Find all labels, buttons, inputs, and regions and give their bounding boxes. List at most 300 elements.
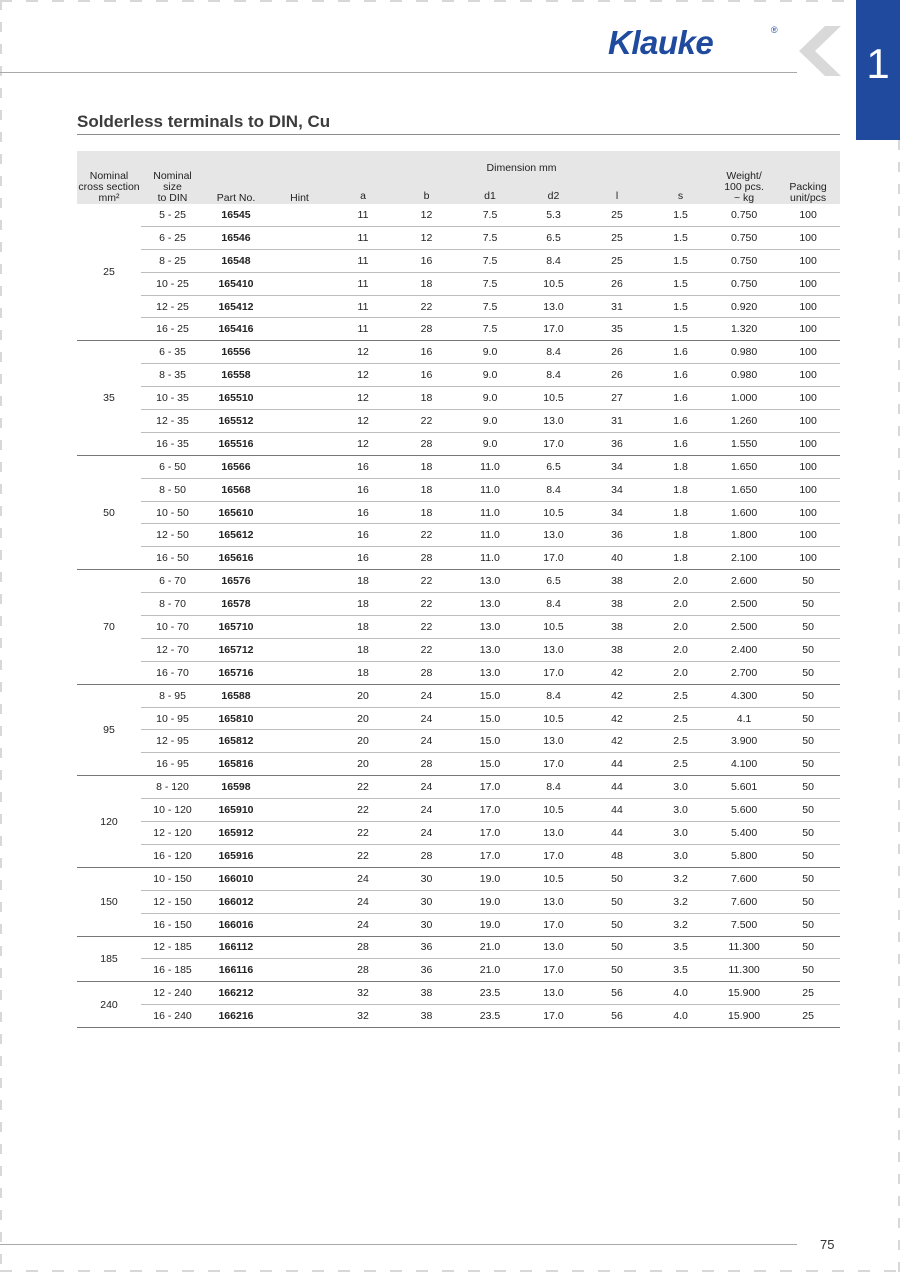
cell-part-no: 16576 (204, 570, 268, 593)
table-row (77, 524, 840, 547)
cell-b: 16 (395, 341, 458, 364)
cell-l: 38 (585, 570, 649, 593)
cell-b: 36 (395, 959, 458, 982)
table-row (77, 593, 840, 616)
cell-b: 24 (395, 730, 458, 753)
cell-s: 1.5 (649, 204, 712, 226)
cell-s: 1.8 (649, 478, 712, 501)
cell-weight: 1.650 (712, 478, 776, 501)
cell-s: 1.6 (649, 410, 712, 433)
cell-size: 8 - 50 (141, 478, 204, 501)
cell-weight: 1.600 (712, 501, 776, 524)
col-part-no: Part No. (204, 151, 268, 204)
cell-d1: 11.0 (458, 547, 522, 570)
section-tab-number: 1 (866, 40, 890, 87)
cell-s: 1.5 (649, 318, 712, 341)
cell-b: 38 (395, 982, 458, 1005)
cell-s: 4.0 (649, 1005, 712, 1028)
cell-cross-section: 50 (77, 455, 141, 569)
cell-packing: 100 (776, 455, 840, 478)
cell-size: 12 - 185 (141, 936, 204, 959)
cell-weight: 2.500 (712, 616, 776, 639)
cell-s: 2.0 (649, 616, 712, 639)
cell-a: 24 (331, 890, 395, 913)
cell-part-no: 165612 (204, 524, 268, 547)
cell-d1: 9.0 (458, 432, 522, 455)
cell-a: 22 (331, 776, 395, 799)
cell-s: 3.0 (649, 822, 712, 845)
table-row (77, 936, 840, 959)
cell-packing: 50 (776, 844, 840, 867)
table-row (77, 204, 840, 226)
cell-d1: 7.5 (458, 226, 522, 249)
cell-part-no: 165412 (204, 295, 268, 318)
cell-l: 50 (585, 936, 649, 959)
cell-packing: 50 (776, 799, 840, 822)
table-row (77, 432, 840, 455)
cell-weight: 0.980 (712, 364, 776, 387)
cell-a: 28 (331, 959, 395, 982)
cell-a: 22 (331, 799, 395, 822)
cell-d1: 11.0 (458, 501, 522, 524)
cell-b: 28 (395, 432, 458, 455)
cell-packing: 50 (776, 936, 840, 959)
table-row (77, 341, 840, 364)
cell-s: 2.5 (649, 684, 712, 707)
cell-d1: 21.0 (458, 936, 522, 959)
cell-s: 3.0 (649, 844, 712, 867)
cell-part-no: 166010 (204, 867, 268, 890)
cell-packing: 25 (776, 982, 840, 1005)
cell-d1: 19.0 (458, 867, 522, 890)
cell-part-no: 16568 (204, 478, 268, 501)
cell-s: 1.8 (649, 547, 712, 570)
cell-d2: 5.3 (522, 204, 585, 226)
cell-a: 20 (331, 707, 395, 730)
cell-packing: 50 (776, 593, 840, 616)
table-row (77, 707, 840, 730)
cell-b: 22 (395, 593, 458, 616)
cell-weight: 1.650 (712, 455, 776, 478)
cell-size: 16 - 50 (141, 547, 204, 570)
cell-weight: 2.500 (712, 593, 776, 616)
cell-weight: 11.300 (712, 936, 776, 959)
footer-rule (0, 1244, 797, 1245)
cell-s: 3.5 (649, 936, 712, 959)
cell-s: 3.2 (649, 913, 712, 936)
cell-l: 25 (585, 226, 649, 249)
cell-s: 1.6 (649, 341, 712, 364)
cell-d2: 10.5 (522, 501, 585, 524)
logo-registered-mark: ® (771, 25, 778, 35)
cell-l: 44 (585, 799, 649, 822)
cell-a: 11 (331, 226, 395, 249)
cell-part-no: 165712 (204, 638, 268, 661)
cell-l: 44 (585, 753, 649, 776)
cell-l: 44 (585, 776, 649, 799)
cell-d2: 8.4 (522, 684, 585, 707)
cell-part-no: 16548 (204, 249, 268, 272)
cell-hint (268, 341, 331, 364)
col-hint: Hint (268, 151, 331, 204)
cell-part-no: 165416 (204, 318, 268, 341)
cell-packing: 50 (776, 890, 840, 913)
cell-size: 16 - 240 (141, 1005, 204, 1028)
cell-hint (268, 478, 331, 501)
cell-hint (268, 684, 331, 707)
cell-hint (268, 638, 331, 661)
cell-part-no: 165610 (204, 501, 268, 524)
cell-cross-section: 240 (77, 982, 141, 1028)
table-row (77, 318, 840, 341)
cell-d2: 13.0 (522, 295, 585, 318)
cell-a: 18 (331, 616, 395, 639)
cell-size: 10 - 120 (141, 799, 204, 822)
cell-d1: 17.0 (458, 822, 522, 845)
cell-a: 28 (331, 936, 395, 959)
cell-s: 1.5 (649, 226, 712, 249)
table-row (77, 295, 840, 318)
cell-hint (268, 890, 331, 913)
table-row (77, 1005, 840, 1028)
cell-hint (268, 867, 331, 890)
cell-packing: 50 (776, 570, 840, 593)
cell-d2: 17.0 (522, 844, 585, 867)
cell-a: 18 (331, 638, 395, 661)
cell-part-no: 166216 (204, 1005, 268, 1028)
cell-part-no: 166116 (204, 959, 268, 982)
section-tab (856, 0, 900, 140)
cell-b: 12 (395, 226, 458, 249)
cell-weight: 4.100 (712, 753, 776, 776)
cell-s: 2.0 (649, 638, 712, 661)
cell-l: 31 (585, 295, 649, 318)
cell-d2: 8.4 (522, 249, 585, 272)
cell-a: 16 (331, 455, 395, 478)
cell-weight: 5.601 (712, 776, 776, 799)
cell-d1: 23.5 (458, 982, 522, 1005)
cell-l: 26 (585, 364, 649, 387)
cell-packing: 100 (776, 547, 840, 570)
cell-b: 22 (395, 616, 458, 639)
cell-l: 42 (585, 684, 649, 707)
cell-d1: 7.5 (458, 295, 522, 318)
cell-l: 50 (585, 890, 649, 913)
cell-hint (268, 822, 331, 845)
cell-d2: 17.0 (522, 959, 585, 982)
cell-d2: 8.4 (522, 478, 585, 501)
cell-packing: 50 (776, 959, 840, 982)
cell-weight: 0.750 (712, 226, 776, 249)
cell-hint (268, 730, 331, 753)
spec-table-body (77, 204, 840, 1028)
cell-d2: 10.5 (522, 387, 585, 410)
table-row (77, 844, 840, 867)
cell-part-no: 165810 (204, 707, 268, 730)
cell-b: 24 (395, 799, 458, 822)
cell-size: 16 - 185 (141, 959, 204, 982)
page-title: Solderless terminals to DIN, Cu (77, 112, 331, 131)
cell-size: 16 - 150 (141, 913, 204, 936)
cell-weight: 0.750 (712, 272, 776, 295)
cell-l: 38 (585, 616, 649, 639)
cell-a: 11 (331, 318, 395, 341)
cell-d1: 7.5 (458, 318, 522, 341)
cell-part-no: 165512 (204, 410, 268, 433)
cell-weight: 1.550 (712, 432, 776, 455)
cell-part-no: 16578 (204, 593, 268, 616)
cell-d1: 21.0 (458, 959, 522, 982)
cell-d1: 9.0 (458, 387, 522, 410)
cell-a: 18 (331, 570, 395, 593)
cell-b: 18 (395, 272, 458, 295)
cell-a: 18 (331, 661, 395, 684)
cell-weight: 0.750 (712, 204, 776, 226)
cell-a: 16 (331, 501, 395, 524)
cell-size: 8 - 95 (141, 684, 204, 707)
cell-s: 3.2 (649, 890, 712, 913)
cell-size: 12 - 240 (141, 982, 204, 1005)
cell-size: 5 - 25 (141, 204, 204, 226)
cell-s: 2.5 (649, 730, 712, 753)
cell-d1: 13.0 (458, 570, 522, 593)
cell-cross-section: 95 (77, 684, 141, 776)
cell-part-no: 165410 (204, 272, 268, 295)
cell-b: 38 (395, 1005, 458, 1028)
cell-weight: 7.600 (712, 890, 776, 913)
cell-size: 6 - 25 (141, 226, 204, 249)
cell-size: 6 - 50 (141, 455, 204, 478)
cell-hint (268, 661, 331, 684)
cell-part-no: 166012 (204, 890, 268, 913)
cell-packing: 50 (776, 707, 840, 730)
cell-packing: 50 (776, 730, 840, 753)
cell-l: 56 (585, 982, 649, 1005)
cell-l: 27 (585, 387, 649, 410)
cell-b: 36 (395, 936, 458, 959)
cell-l: 56 (585, 1005, 649, 1028)
cell-a: 11 (331, 204, 395, 226)
cell-hint (268, 226, 331, 249)
cell-b: 28 (395, 753, 458, 776)
cell-d1: 19.0 (458, 913, 522, 936)
cell-weight: 2.100 (712, 547, 776, 570)
cell-size: 12 - 95 (141, 730, 204, 753)
page-edge-top (0, 0, 860, 2)
col-packing: Packing unit/pcs (776, 151, 840, 204)
cell-b: 22 (395, 570, 458, 593)
cell-cross-section: 120 (77, 776, 141, 868)
cell-hint (268, 524, 331, 547)
table-row (77, 661, 840, 684)
cell-a: 32 (331, 982, 395, 1005)
cell-s: 3.0 (649, 799, 712, 822)
cell-l: 25 (585, 249, 649, 272)
cell-weight: 2.700 (712, 661, 776, 684)
cell-packing: 100 (776, 501, 840, 524)
col-nominal-size: Nominal size to DIN (141, 151, 204, 204)
table-row (77, 730, 840, 753)
cell-packing: 100 (776, 364, 840, 387)
table-row (77, 890, 840, 913)
cell-hint (268, 593, 331, 616)
cell-d1: 13.0 (458, 616, 522, 639)
cell-part-no: 16558 (204, 364, 268, 387)
cell-size: 10 - 25 (141, 272, 204, 295)
cell-s: 3.0 (649, 776, 712, 799)
cell-d2: 8.4 (522, 341, 585, 364)
cell-d1: 9.0 (458, 410, 522, 433)
table-row (77, 410, 840, 433)
table-row (77, 226, 840, 249)
cell-weight: 4.1 (712, 707, 776, 730)
cell-weight: 2.600 (712, 570, 776, 593)
cell-hint (268, 844, 331, 867)
col-d1: d1 (458, 179, 522, 204)
cell-a: 20 (331, 684, 395, 707)
cell-b: 24 (395, 822, 458, 845)
table-row (77, 753, 840, 776)
cell-d2: 10.5 (522, 272, 585, 295)
cell-part-no: 166212 (204, 982, 268, 1005)
cell-b: 28 (395, 318, 458, 341)
cell-l: 40 (585, 547, 649, 570)
cell-s: 1.6 (649, 387, 712, 410)
cell-hint (268, 272, 331, 295)
table-row (77, 501, 840, 524)
cell-s: 1.8 (649, 524, 712, 547)
cell-a: 18 (331, 593, 395, 616)
cell-s: 4.0 (649, 982, 712, 1005)
cell-d1: 13.0 (458, 638, 522, 661)
cell-d1: 9.0 (458, 364, 522, 387)
cell-part-no: 166112 (204, 936, 268, 959)
cell-d1: 23.5 (458, 1005, 522, 1028)
cell-l: 42 (585, 707, 649, 730)
cell-l: 26 (585, 341, 649, 364)
cell-a: 11 (331, 295, 395, 318)
table-row (77, 387, 840, 410)
cell-hint (268, 1005, 331, 1028)
cell-d2: 17.0 (522, 318, 585, 341)
cell-hint (268, 295, 331, 318)
cell-d1: 13.0 (458, 593, 522, 616)
cell-part-no: 165616 (204, 547, 268, 570)
table-row (77, 982, 840, 1005)
cell-d1: 7.5 (458, 249, 522, 272)
cell-hint (268, 616, 331, 639)
cell-l: 36 (585, 524, 649, 547)
cell-size: 12 - 120 (141, 822, 204, 845)
cell-weight: 15.900 (712, 1005, 776, 1028)
cell-b: 16 (395, 364, 458, 387)
cell-d1: 11.0 (458, 455, 522, 478)
cell-packing: 25 (776, 1005, 840, 1028)
cell-a: 12 (331, 410, 395, 433)
table-row (77, 616, 840, 639)
cell-weight: 3.900 (712, 730, 776, 753)
cell-d2: 10.5 (522, 616, 585, 639)
cell-part-no: 16546 (204, 226, 268, 249)
cell-b: 18 (395, 501, 458, 524)
col-d2: d2 (522, 179, 585, 204)
cell-size: 10 - 35 (141, 387, 204, 410)
cell-size: 12 - 70 (141, 638, 204, 661)
table-row (77, 799, 840, 822)
cell-d2: 17.0 (522, 753, 585, 776)
cell-b: 24 (395, 707, 458, 730)
cell-packing: 100 (776, 478, 840, 501)
cell-a: 24 (331, 867, 395, 890)
cell-s: 1.8 (649, 501, 712, 524)
cell-part-no: 16566 (204, 455, 268, 478)
cell-b: 18 (395, 478, 458, 501)
cell-size: 16 - 70 (141, 661, 204, 684)
cell-d2: 17.0 (522, 913, 585, 936)
cell-s: 1.5 (649, 295, 712, 318)
cell-d2: 10.5 (522, 867, 585, 890)
cell-packing: 100 (776, 318, 840, 341)
cell-l: 42 (585, 730, 649, 753)
cell-weight: 2.400 (712, 638, 776, 661)
cell-weight: 7.600 (712, 867, 776, 890)
cell-l: 34 (585, 478, 649, 501)
cell-packing: 50 (776, 638, 840, 661)
cell-d1: 15.0 (458, 730, 522, 753)
cell-hint (268, 570, 331, 593)
cell-a: 20 (331, 730, 395, 753)
cell-weight: 15.900 (712, 982, 776, 1005)
cell-weight: 4.300 (712, 684, 776, 707)
cell-weight: 1.800 (712, 524, 776, 547)
cell-cross-section: 25 (77, 204, 141, 341)
col-b: b (395, 179, 458, 204)
cell-part-no: 16598 (204, 776, 268, 799)
cell-size: 16 - 120 (141, 844, 204, 867)
cell-s: 1.5 (649, 249, 712, 272)
cell-d2: 8.4 (522, 776, 585, 799)
cell-packing: 100 (776, 226, 840, 249)
cell-size: 12 - 35 (141, 410, 204, 433)
cell-cross-section: 70 (77, 570, 141, 684)
cell-d1: 15.0 (458, 753, 522, 776)
cell-b: 18 (395, 387, 458, 410)
cell-hint (268, 455, 331, 478)
cell-l: 50 (585, 959, 649, 982)
col-dimension-group: Dimension mm (331, 151, 712, 179)
cell-packing: 100 (776, 524, 840, 547)
cell-b: 22 (395, 410, 458, 433)
cell-a: 32 (331, 1005, 395, 1028)
cell-packing: 100 (776, 432, 840, 455)
cell-packing: 50 (776, 776, 840, 799)
cell-a: 16 (331, 478, 395, 501)
klauke-logo (606, 22, 782, 62)
cell-b: 22 (395, 524, 458, 547)
cell-part-no: 16545 (204, 204, 268, 226)
cell-d2: 17.0 (522, 547, 585, 570)
cell-part-no: 165910 (204, 799, 268, 822)
col-weight: Weight/ 100 pcs. ~ kg (712, 151, 776, 204)
cell-hint (268, 799, 331, 822)
cell-s: 2.0 (649, 661, 712, 684)
cell-a: 22 (331, 844, 395, 867)
cell-b: 30 (395, 867, 458, 890)
cell-size: 10 - 95 (141, 707, 204, 730)
cell-cross-section: 185 (77, 936, 141, 982)
cell-d2: 13.0 (522, 982, 585, 1005)
cell-hint (268, 913, 331, 936)
